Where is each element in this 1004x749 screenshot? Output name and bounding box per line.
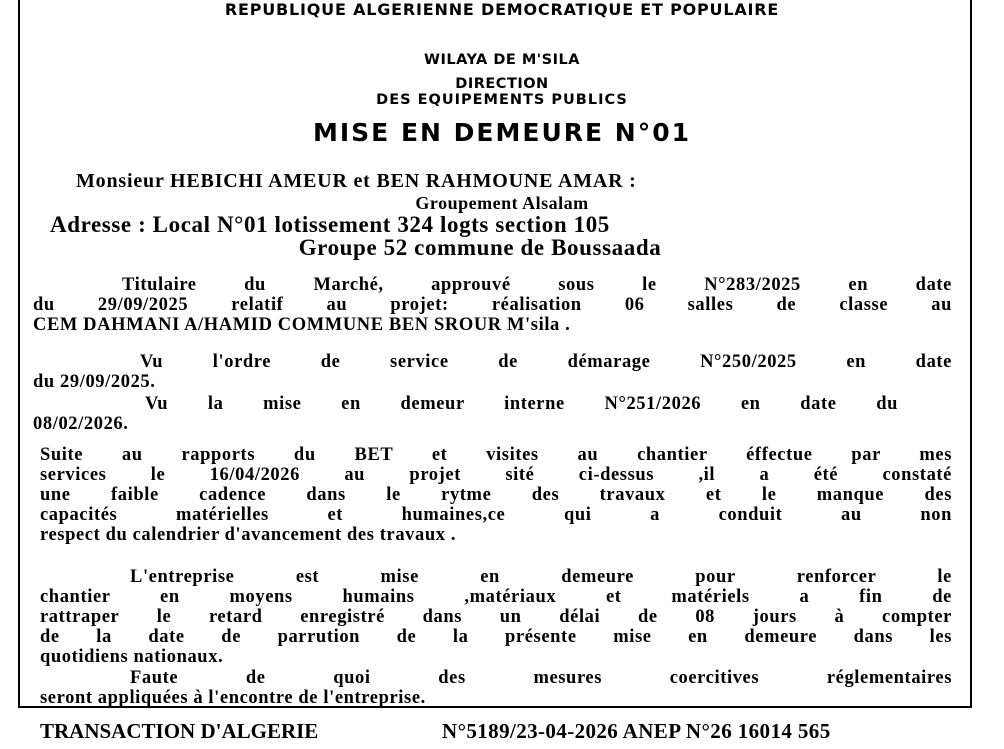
addressee-address-line-1: Adresse : Local N°01 lotissement 324 logts section 105 <box>50 212 610 237</box>
directorate-heading: DES EQUIPEMENTS PUBLICS <box>376 92 628 108</box>
paragraph-1-line-3: CEM DAHMANI A/HAMID COMMUNE BEN SROUR M'sila . <box>33 315 571 335</box>
republic-heading: REPUBLIQUE ALGERIENNE DEMOCRATIQUE ET POPULAIRE <box>224 0 780 19</box>
paragraph-2-line-1: Vu l'ordre de service de démarage N°250/2025 en date <box>140 352 952 372</box>
paragraph-4-line-2: services le 16/04/2026 au projet sité ci-dessus ,il a été constaté <box>40 465 952 485</box>
paragraph-2-line-2: du 29/09/2025. <box>33 372 156 392</box>
addressee-address-line-2: Groupe 52 commune de Boussaada <box>298 235 662 260</box>
paragraph-1-line-2: du 29/09/2025 relatif au projet: réalisation 06 salles de classe au <box>33 295 952 315</box>
paragraph-6-line-2: seront appliquées à l'encontre de l'entreprise. <box>40 688 426 708</box>
paragraph-5-line-2: chantier en moyens humains ,matériaux et matériels a fin de <box>40 587 952 607</box>
paragraph-4-line-4: capacités matérielles et humaines,ce qui a conduit au non <box>40 505 952 525</box>
paragraph-5-line-3: rattraper le retard enregistré dans un délai de 08 jours à compter <box>40 607 952 627</box>
addressee-group: Groupement Alsalam <box>415 193 589 213</box>
footer-reference: N°5189/23-04-2026 ANEP N°26 16014 565 <box>442 719 831 743</box>
paragraph-5-line-1: L'entreprise est mise en demeure pour renforcer le <box>130 567 952 587</box>
addressee-name: Monsieur HEBICHI AMEUR et BEN RAHMOUNE AMAR : <box>76 170 637 192</box>
paragraph-4-line-5: respect du calendrier d'avancement des travaux . <box>40 525 457 545</box>
document-title: MISE EN DEMEURE N°01 <box>312 118 691 147</box>
paragraph-4-line-3: une faible cadence dans le rytme des travaux et le manque des <box>40 485 952 505</box>
wilaya-heading: WILAYA DE M'SILA <box>423 52 580 68</box>
paragraph-6-line-1: Faute de quoi des mesures coercitives réglementaires <box>130 668 952 688</box>
paragraph-5-line-5: quotidiens nationaux. <box>40 647 224 667</box>
paragraph-5-line-4: de la date de parrution de la présente mise en demeure dans les <box>40 627 952 647</box>
paragraph-3-line-2: 08/02/2026. <box>33 414 129 434</box>
footer-source: TRANSACTION D'ALGERIE <box>40 719 319 743</box>
paragraph-1-line-1: Titulaire du Marché, approuvé sous le N°283/2025 en date <box>122 275 952 295</box>
paragraph-4-line-1: Suite au rapports du BET et visites au chantier éffectue par mes <box>40 445 952 465</box>
paragraph-3-line-1: Vu la mise en demeur interne N°251/2026 en date du <box>145 394 898 414</box>
direction-heading: DIRECTION <box>455 76 549 92</box>
